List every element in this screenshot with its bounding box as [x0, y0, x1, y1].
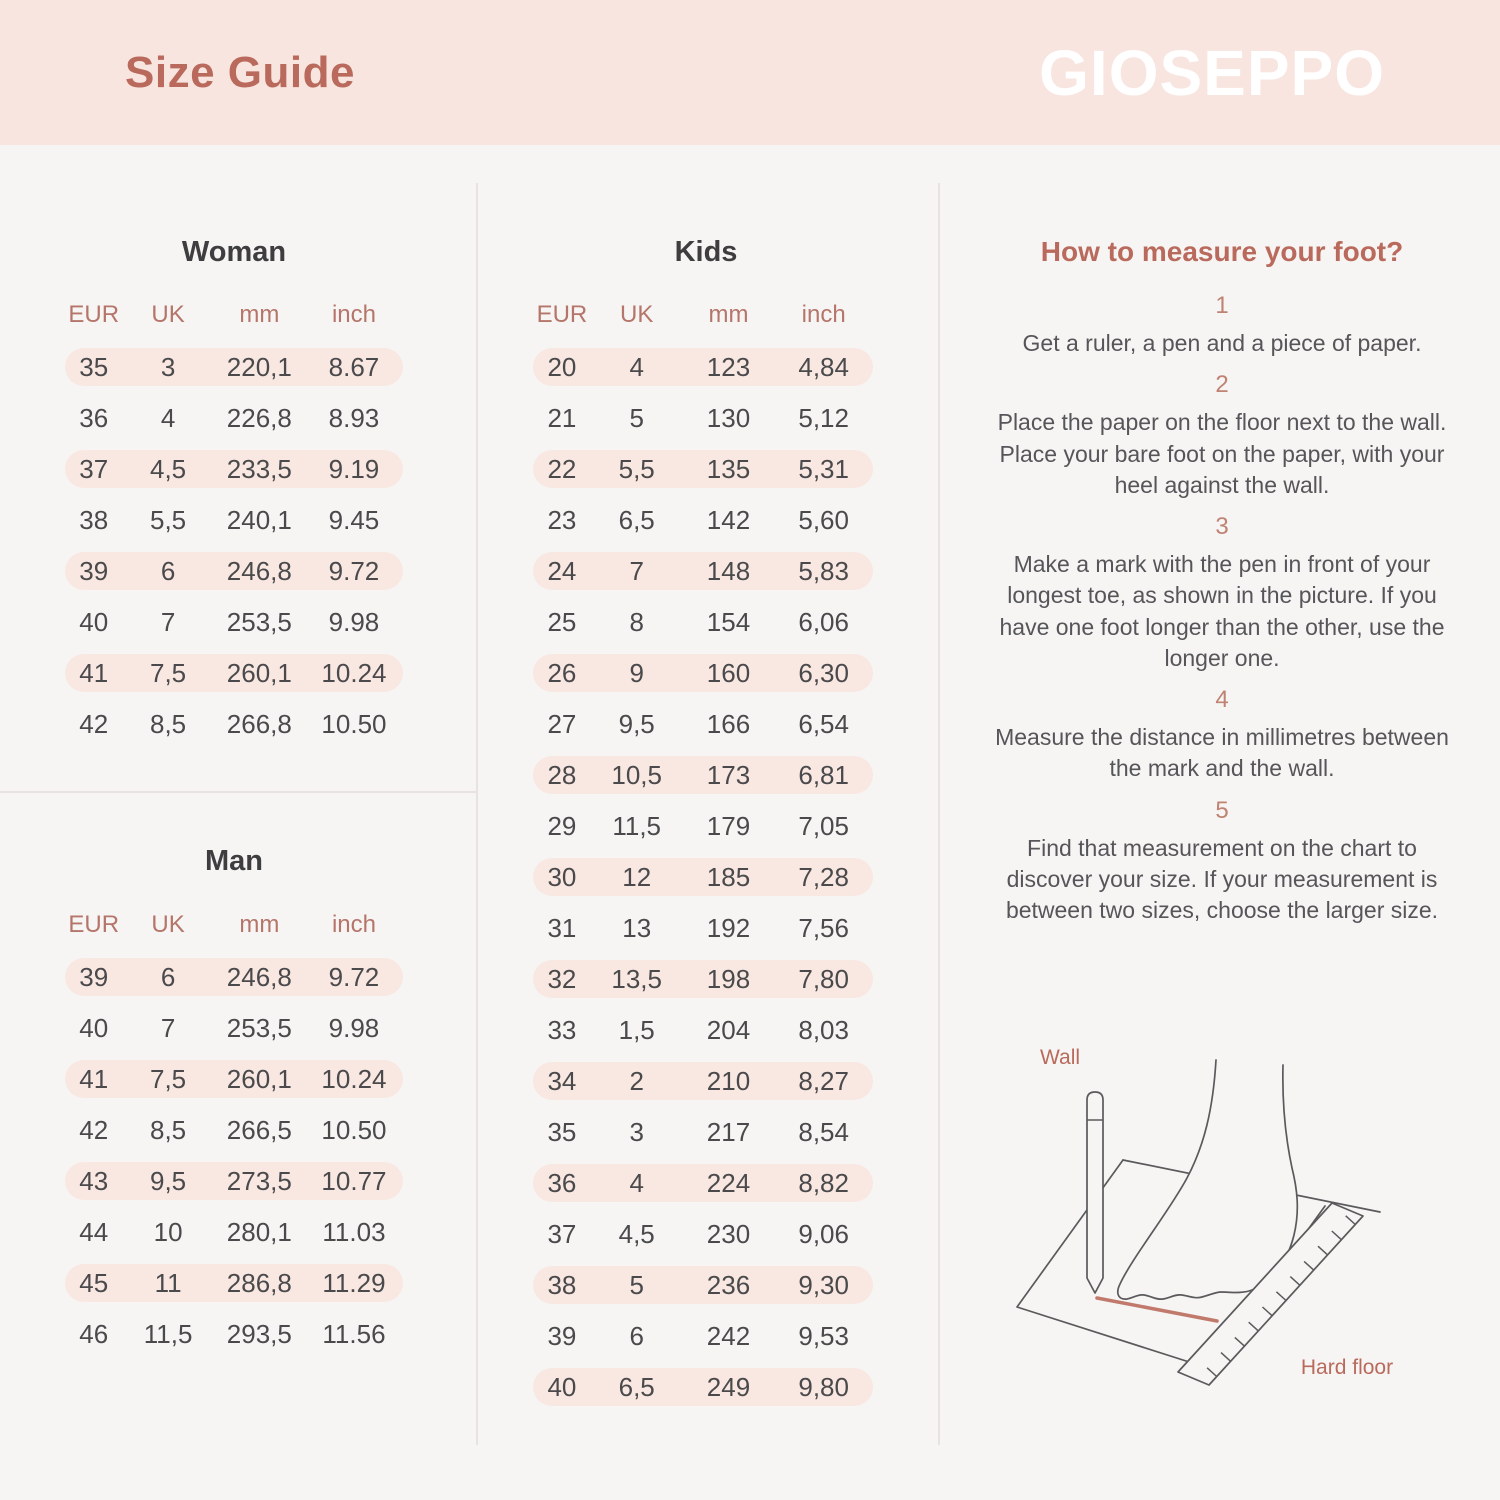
size-cell: 179	[706, 810, 751, 841]
size-cell: 42	[79, 708, 109, 739]
table-row	[533, 1266, 873, 1304]
step-number: 5	[1215, 796, 1229, 824]
size-cell: 9	[629, 657, 644, 688]
size-cell: 246,8	[226, 961, 292, 992]
size-cell: 7,28	[798, 861, 849, 892]
size-cell: 230	[706, 1218, 751, 1249]
size-cell: 8,5	[150, 1114, 187, 1145]
table-row	[533, 705, 873, 743]
kids-table-title: Kids	[674, 236, 738, 268]
size-cell: 242	[706, 1320, 751, 1351]
hard-floor-label: Hard floor	[1300, 1356, 1394, 1379]
size-cell: 6,81	[798, 759, 849, 790]
size-cell: 293,5	[226, 1318, 292, 1349]
wall-label: Wall	[1039, 1046, 1081, 1069]
horizontal-divider	[0, 791, 477, 793]
size-cell: 39	[547, 1320, 577, 1351]
size-cell: 39	[79, 555, 109, 586]
size-cell: 8.67	[328, 351, 380, 382]
column-header: EUR	[536, 301, 588, 328]
table-row	[533, 1011, 873, 1049]
size-cell: 37	[547, 1218, 577, 1249]
size-cell: 233,5	[226, 453, 292, 484]
size-cell: 22	[547, 453, 577, 484]
table-row	[65, 705, 403, 743]
size-cell: 6,54	[798, 708, 849, 739]
size-cell: 226,8	[226, 402, 292, 433]
table-row	[533, 603, 873, 641]
size-cell: 123	[706, 351, 751, 382]
column-header: inch	[801, 301, 846, 328]
column-header: UK	[151, 911, 185, 938]
table-row	[65, 1264, 403, 1302]
size-cell: 34	[547, 1065, 577, 1096]
size-cell: 1,5	[618, 1014, 655, 1045]
size-cell: 280,1	[226, 1216, 292, 1247]
size-cell: 40	[79, 1012, 109, 1043]
step-text: Measure the distance in millimetres between the mark and the wall.	[995, 724, 1449, 782]
size-cell: 9,06	[798, 1218, 849, 1249]
size-cell: 142	[706, 504, 751, 535]
woman-table-title: Woman	[181, 236, 287, 268]
woman-size-table	[65, 300, 403, 756]
size-cell: 266,8	[226, 708, 292, 739]
table-row	[533, 1317, 873, 1355]
size-cell: 9.98	[328, 606, 380, 637]
table-row	[533, 858, 873, 896]
table-header-row	[65, 300, 403, 330]
size-cell: 3	[160, 351, 176, 382]
table-row	[65, 603, 403, 641]
size-cell: 11	[154, 1267, 182, 1298]
size-cell: 273,5	[226, 1165, 292, 1196]
step-number: 3	[1215, 513, 1229, 541]
size-cell: 7	[629, 555, 644, 586]
size-cell: 9,30	[798, 1269, 849, 1300]
size-cell: 39	[79, 961, 109, 992]
size-cell: 23	[547, 504, 577, 535]
size-cell: 249	[706, 1371, 751, 1402]
size-cell: 40	[79, 606, 109, 637]
size-cell: 160	[706, 657, 751, 688]
table-row	[65, 1111, 403, 1149]
size-cell: 246,8	[226, 555, 292, 586]
page-title: Size Guide	[125, 47, 355, 97]
size-cell: 37	[79, 453, 109, 484]
size-cell: 9,80	[798, 1371, 849, 1402]
size-cell: 154	[706, 606, 751, 637]
size-cell: 6	[160, 555, 176, 586]
vertical-divider-right	[938, 183, 940, 1445]
table-row	[533, 1113, 873, 1151]
size-cell: 7	[160, 1012, 176, 1043]
size-cell: 253,5	[226, 606, 292, 637]
size-cell: 8,82	[798, 1167, 849, 1198]
size-cell: 9.19	[328, 453, 380, 484]
brand-logo: GIOSEPPO	[1039, 36, 1385, 109]
size-cell: 4,84	[798, 351, 849, 382]
column-header: EUR	[68, 911, 120, 938]
size-cell: 220,1	[226, 351, 292, 382]
step-number: 4	[1215, 686, 1229, 714]
size-cell: 148	[706, 555, 751, 586]
size-cell: 8	[629, 606, 644, 637]
vertical-divider-left	[476, 183, 478, 1445]
table-row	[65, 1162, 403, 1200]
size-cell: 11,5	[143, 1318, 193, 1349]
size-cell: 192	[706, 912, 751, 943]
size-cell: 31	[547, 912, 577, 943]
man-table-title: Man	[205, 845, 263, 877]
step-text: Place the paper on the floor next to the wall. Place your bare foot on the paper, with your heel against the wall.	[997, 409, 1447, 498]
size-cell: 13	[622, 912, 652, 943]
size-cell: 42	[79, 1114, 109, 1145]
table-row	[533, 1062, 873, 1100]
size-cell: 236	[706, 1269, 751, 1300]
size-cell: 26	[547, 657, 577, 688]
size-cell: 5,31	[798, 453, 849, 484]
size-cell: 173	[706, 759, 751, 790]
size-cell: 185	[706, 861, 751, 892]
size-cell: 7,5	[150, 1063, 187, 1094]
size-cell: 40	[547, 1371, 577, 1402]
column-header: inch	[331, 301, 376, 328]
size-cell: 36	[79, 402, 109, 433]
kids-size-table	[533, 300, 873, 1419]
table-row	[65, 450, 403, 488]
table-row	[533, 960, 873, 998]
size-cell: 21	[547, 402, 577, 433]
table-row	[533, 1215, 873, 1253]
size-cell: 11.29	[322, 1267, 386, 1298]
size-cell: 11.56	[322, 1318, 386, 1349]
size-cell: 4,5	[618, 1218, 655, 1249]
size-cell: 6,06	[798, 606, 849, 637]
size-cell: 210	[706, 1065, 751, 1096]
size-cell: 13,5	[611, 963, 662, 994]
size-cell: 4	[629, 351, 644, 382]
size-cell: 8,54	[798, 1116, 849, 1147]
table-row	[533, 654, 873, 692]
size-cell: 6,30	[798, 657, 849, 688]
column-header: UK	[151, 301, 185, 328]
size-cell: 10	[153, 1216, 183, 1247]
size-cell: 266,5	[226, 1114, 292, 1145]
size-cell: 46	[79, 1318, 109, 1349]
size-cell: 5,83	[798, 555, 849, 586]
size-cell: 11,5	[612, 810, 662, 841]
size-cell: 9.98	[328, 1012, 380, 1043]
size-cell: 10.24	[321, 657, 387, 688]
size-cell: 12	[622, 861, 652, 892]
size-cell: 9,5	[150, 1165, 187, 1196]
size-cell: 4	[160, 402, 176, 433]
size-cell: 204	[706, 1014, 751, 1045]
size-cell: 6	[629, 1320, 644, 1351]
size-cell: 3	[629, 1116, 644, 1147]
column-header: UK	[620, 301, 654, 328]
table-row	[65, 1060, 403, 1098]
size-cell: 198	[706, 963, 751, 994]
size-cell: 260,1	[226, 1063, 292, 1094]
header-band	[0, 0, 1500, 145]
step-number: 2	[1215, 371, 1229, 399]
size-cell: 25	[547, 606, 577, 637]
table-row	[533, 1368, 873, 1406]
size-cell: 224	[706, 1167, 751, 1198]
size-cell: 38	[79, 504, 109, 535]
table-row	[65, 399, 403, 437]
size-cell: 6,5	[618, 1371, 655, 1402]
size-cell: 5,60	[798, 504, 849, 535]
table-row	[533, 450, 873, 488]
pen	[1087, 1092, 1103, 1293]
size-cell: 33	[547, 1014, 577, 1045]
size-cell: 5,5	[618, 453, 655, 484]
table-header-row	[65, 910, 403, 940]
size-cell: 5	[629, 1269, 644, 1300]
size-cell: 29	[547, 810, 577, 841]
column-header: mm	[239, 301, 280, 328]
step-number: 1	[1215, 292, 1229, 319]
table-row	[533, 501, 873, 539]
step-text: Find that measurement on the chart to discover your size. If your measurement is between two sizes, choose the larger size.	[1005, 834, 1439, 924]
size-cell: 11.03	[322, 1216, 386, 1247]
size-cell: 43	[79, 1165, 109, 1196]
size-cell: 9.72	[328, 555, 380, 586]
column-header: mm	[239, 911, 280, 938]
table-row	[533, 909, 873, 947]
size-cell: 217	[706, 1116, 751, 1147]
measure-line	[1097, 1298, 1217, 1321]
foot-measurement-illustration	[980, 1020, 1500, 1500]
size-cell: 27	[547, 708, 577, 739]
size-cell: 7,80	[798, 963, 849, 994]
table-row	[533, 1164, 873, 1202]
size-cell: 41	[79, 657, 109, 688]
size-cell: 8.93	[328, 402, 380, 433]
size-cell: 5,12	[798, 402, 849, 433]
size-cell: 130	[706, 402, 751, 433]
size-cell: 8,03	[798, 1014, 849, 1045]
size-cell: 7	[160, 606, 176, 637]
table-header-row	[533, 300, 873, 330]
size-cell: 253,5	[226, 1012, 292, 1043]
table-row	[533, 552, 873, 590]
size-cell: 41	[79, 1063, 109, 1094]
size-cell: 5	[629, 402, 644, 433]
table-row	[533, 348, 873, 386]
size-cell: 240,1	[226, 504, 292, 535]
size-cell: 36	[547, 1167, 577, 1198]
table-row	[533, 807, 873, 845]
size-cell: 5,5	[150, 504, 187, 535]
size-cell: 6,5	[618, 504, 655, 535]
size-cell: 9.45	[328, 504, 380, 535]
measuring-instructions	[955, 236, 1489, 926]
size-cell: 35	[79, 351, 109, 382]
size-cell: 135	[706, 453, 751, 484]
column-header: inch	[331, 911, 376, 938]
instruction-steps	[955, 292, 1489, 926]
instructions-title: How to measure your foot?	[1040, 236, 1404, 267]
size-cell: 38	[547, 1269, 577, 1300]
column-header: mm	[708, 301, 749, 328]
foot-shape	[1118, 1060, 1298, 1299]
size-cell: 24	[547, 555, 577, 586]
size-cell: 6	[160, 961, 176, 992]
size-cell: 286,8	[226, 1267, 292, 1298]
size-cell: 32	[547, 963, 577, 994]
size-cell: 7,05	[798, 810, 849, 841]
step-text: Get a ruler, a pen and a piece of paper.	[1022, 330, 1422, 356]
table-row	[533, 399, 873, 437]
size-cell: 4,5	[150, 453, 187, 484]
size-cell: 8,27	[798, 1065, 849, 1096]
size-cell: 30	[547, 861, 577, 892]
size-cell: 9,5	[618, 708, 655, 739]
table-row	[533, 756, 873, 794]
size-cell: 260,1	[226, 657, 292, 688]
size-cell: 10.50	[321, 1114, 387, 1145]
size-cell: 9.72	[328, 961, 380, 992]
table-row	[65, 1213, 403, 1251]
step-text: Make a mark with the pen in front of your longest toe, as shown in the picture. If you have one foot longer than the other, use the longer one.	[999, 551, 1445, 671]
table-row	[65, 1009, 403, 1047]
table-row	[65, 1315, 403, 1353]
table-row	[65, 958, 403, 996]
size-cell: 8,5	[150, 708, 187, 739]
size-cell: 35	[547, 1116, 577, 1147]
size-cell: 10.50	[321, 708, 387, 739]
table-row	[65, 654, 403, 692]
table-row	[65, 552, 403, 590]
size-cell: 4	[629, 1167, 644, 1198]
size-cell: 2	[629, 1065, 644, 1096]
size-cell: 9,53	[798, 1320, 849, 1351]
size-cell: 7,56	[798, 912, 849, 943]
table-row	[65, 501, 403, 539]
size-cell: 44	[79, 1216, 109, 1247]
size-cell: 10,5	[611, 759, 662, 790]
size-cell: 7,5	[150, 657, 187, 688]
size-cell: 10.77	[321, 1165, 387, 1196]
size-cell: 45	[79, 1267, 109, 1298]
size-cell: 20	[547, 351, 577, 382]
man-size-table	[65, 910, 403, 1366]
table-row	[65, 348, 403, 386]
size-cell: 28	[547, 759, 577, 790]
size-cell: 10.24	[321, 1063, 387, 1094]
size-cell: 166	[706, 708, 751, 739]
column-header: EUR	[68, 301, 120, 328]
